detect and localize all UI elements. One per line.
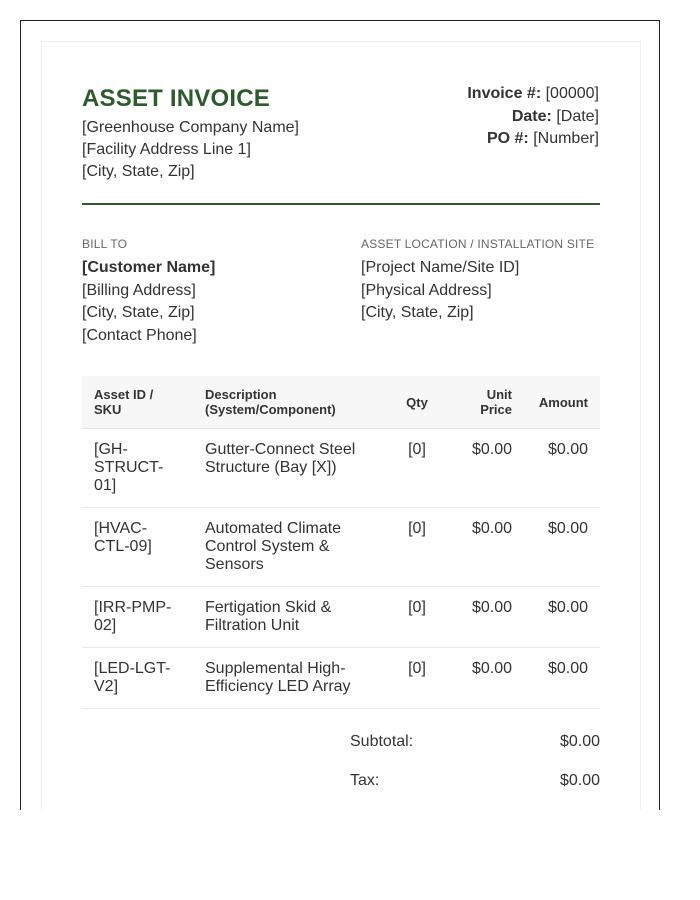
cell-asset-id: [HVAC-CTL-09] bbox=[82, 508, 193, 587]
bill-to-label: BILL TO bbox=[82, 237, 128, 251]
cell-unit-price: $0.00 bbox=[444, 648, 524, 709]
table-body bbox=[82, 429, 600, 709]
billing-city-state-zip: [City, State, Zip] bbox=[82, 304, 195, 321]
invoice-title: ASSET INVOICE bbox=[82, 85, 270, 112]
project-name: [Project Name/Site ID] bbox=[361, 259, 520, 276]
physical-address: [Physical Address] bbox=[361, 281, 492, 299]
cell-description: Fertigation Skid & Filtration Unit bbox=[193, 587, 390, 648]
invoice-date-value: [Date] bbox=[556, 107, 599, 125]
invoice-number-label: Invoice #: bbox=[467, 85, 542, 102]
cell-qty: [0] bbox=[390, 508, 444, 587]
totals-block bbox=[350, 733, 600, 810]
invoice-meta bbox=[467, 83, 599, 151]
billing-address: [Billing Address] bbox=[82, 281, 196, 299]
po-number-value: [Number] bbox=[533, 130, 599, 147]
invoice-number-row bbox=[467, 83, 599, 106]
subtotal-row bbox=[350, 733, 600, 772]
po-number-row bbox=[467, 128, 599, 151]
tax-label: Tax: bbox=[350, 772, 380, 789]
cell-qty: [0] bbox=[390, 648, 444, 709]
cell-amount: $0.00 bbox=[524, 648, 600, 709]
column-header-unit-price: Unit Price bbox=[444, 376, 524, 429]
table-row bbox=[82, 648, 600, 709]
company-name: [Greenhouse Company Name] bbox=[82, 119, 299, 136]
document-frame bbox=[20, 20, 660, 810]
cell-description: Supplemental High-Efficiency LED Array bbox=[193, 648, 390, 709]
column-header-asset-id: Asset ID / SKU bbox=[82, 376, 193, 429]
cell-unit-price: $0.00 bbox=[444, 587, 524, 648]
cell-amount: $0.00 bbox=[524, 508, 600, 587]
table-row bbox=[82, 429, 600, 508]
column-header-amount: Amount bbox=[524, 376, 600, 429]
column-header-qty: Qty bbox=[390, 376, 444, 429]
cell-asset-id: [IRR-PMP-02] bbox=[82, 587, 193, 648]
table-row bbox=[82, 508, 600, 587]
subtotal-value: $0.00 bbox=[559, 733, 600, 750]
cell-qty: [0] bbox=[390, 587, 444, 648]
cell-unit-price: $0.00 bbox=[444, 508, 524, 587]
invoice-number-value: [00000] bbox=[545, 85, 599, 102]
cell-asset-id: [GH-STRUCT-01] bbox=[82, 429, 193, 508]
company-city-state-zip: [City, State, Zip] bbox=[82, 163, 195, 180]
tax-row bbox=[350, 772, 600, 810]
table-header-row bbox=[82, 376, 600, 429]
bill-to-block bbox=[82, 257, 215, 347]
cell-unit-price: $0.00 bbox=[444, 429, 524, 508]
invoice-date-row bbox=[467, 106, 599, 129]
tax-value: $0.00 bbox=[559, 772, 600, 789]
site-label: ASSET LOCATION / INSTALLATION SITE bbox=[361, 237, 595, 251]
customer-name: [Customer Name] bbox=[82, 259, 216, 276]
site-city-state-zip: [City, State, Zip] bbox=[361, 304, 474, 321]
table-header bbox=[82, 376, 600, 429]
column-header-description: Description (System/Component) bbox=[193, 376, 390, 429]
table-row bbox=[82, 587, 600, 648]
cell-qty: [0] bbox=[390, 429, 444, 508]
po-number-label: PO #: bbox=[486, 130, 529, 147]
company-address-line: [Facility Address Line 1] bbox=[82, 141, 251, 158]
cell-amount: $0.00 bbox=[524, 429, 600, 508]
subtotal-label: Subtotal: bbox=[350, 733, 414, 750]
company-info bbox=[82, 117, 299, 183]
line-items-table bbox=[82, 376, 600, 709]
cell-description: Gutter-Connect Steel Structure (Bay [X]) bbox=[193, 429, 390, 508]
header-divider bbox=[82, 203, 600, 205]
invoice-date-label: Date: bbox=[511, 107, 552, 125]
site-block bbox=[361, 257, 519, 325]
cell-amount: $0.00 bbox=[524, 587, 600, 648]
cell-description: Automated Climate Control System & Sensors bbox=[193, 508, 390, 587]
contact-phone: [Contact Phone] bbox=[82, 326, 197, 344]
cell-asset-id: [LED-LGT-V2] bbox=[82, 648, 193, 709]
